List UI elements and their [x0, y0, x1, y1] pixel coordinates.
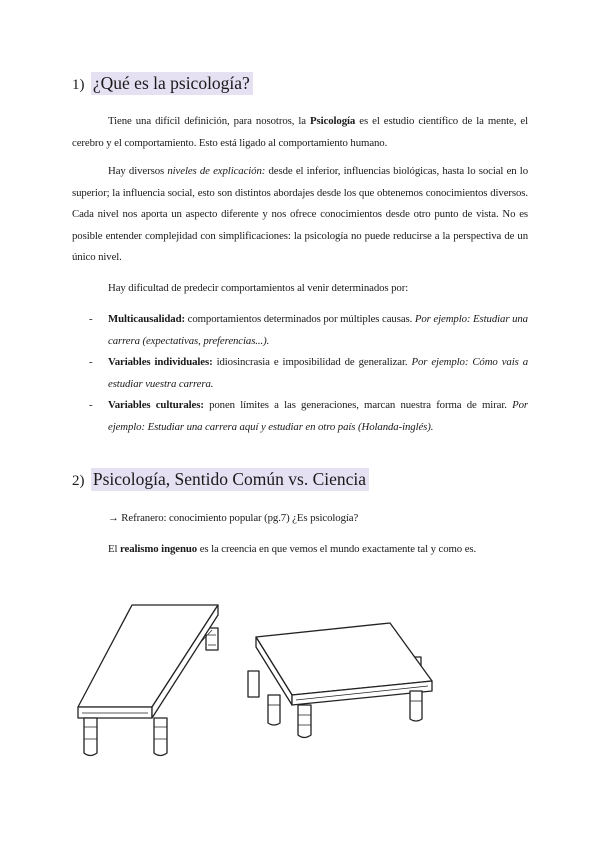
shepard-tables-illustration [60, 595, 540, 770]
levels-term: niveles de explicación: [167, 165, 266, 177]
section-1-number: 1) [72, 77, 85, 93]
section-2-heading [72, 468, 369, 492]
list-item: - Multicausalidad: comportamientos determinados por múltiples causas. Por ejemplo: Estudiar una carrera (expectativas, preferencias...). [89, 313, 528, 347]
right-table [248, 623, 432, 738]
section-2-title: Psicología, Sentido Común vs. Ciencia [91, 468, 369, 491]
section-1-heading [72, 72, 253, 96]
list-item: - Variables culturales: ponen límites a las generaciones, marcan nuestra forma de mirar. Por ejemplo: Estudiar una carrera aquí y estudiar en otro país (Holanda-inglés). [89, 399, 529, 433]
psicologia-term: Psicología [310, 115, 356, 127]
section-1-title: ¿Qué es la psicología? [91, 72, 253, 95]
difficulty-paragraph: Hay dificultad de predecir comportamientos al venir determinados por: [108, 282, 409, 294]
causes-list [72, 309, 528, 438]
left-table [78, 605, 218, 756]
refranero-line: → Refranero: conocimiento popular (pg.7) ¿Es psicología? [108, 512, 359, 524]
list-item: - Variables individuales: idiosincrasia e imposibilidad de generalizar. Por ejemplo: Cómo vais a estudiar vuestra carrera. [89, 356, 529, 390]
realismo-term: realismo ingenuo [120, 543, 198, 555]
section-2-number: 2) [72, 473, 85, 489]
realismo-paragraph: El realismo ingenuo es la creencia en que vemos el mundo exactamente tal y como es. [108, 543, 477, 555]
levels-paragraph: Hay diversos niveles de explicación: desde el inferior, influencias biológicas, hasta lo social en lo superior; la influencia social, esto son distintos abordajes desde los que obtenemos conocimientos diversos. Cada nivel nos aporta un aspecto diferente y nos ofrece conocimientos desde otro punto de vista. No es posible entender complejidad con simplificaciones: la psicología no puede reducirse a la perspectiva de un único nivel. [72, 165, 528, 263]
definition-paragraph: Tiene una difícil definición, para nosotros, la Psicología es el estudio científico de la mente, el cerebro y el comportamiento. Esto está ligado al comportamiento humano. [72, 115, 528, 149]
